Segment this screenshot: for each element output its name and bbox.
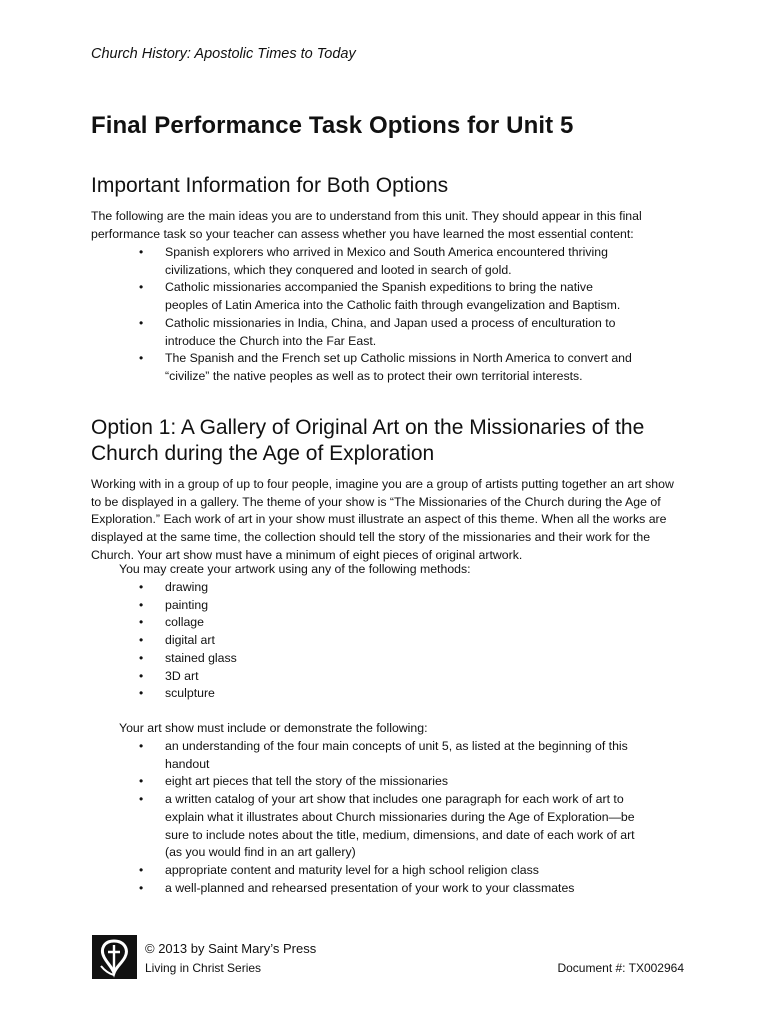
list-item <box>139 862 649 880</box>
saint-marys-press-logo-icon <box>92 935 137 979</box>
list-item-text: The Spanish and the French set up Catholic missions in North America to convert and “civilize” the native peoples as well as to protect their own territorial interests. <box>165 351 632 383</box>
option-intro: Working with in a group of up to four people, imagine you are a group of artists putting together an art show to be displayed in a gallery. The theme of your show is “The Missionaries of the Church during the Age of Exploration.” Each work of art in your show must illustrate an aspect of this theme. When all the works are displayed at the same time, the collection should tell the story of the missionaries and their work for the Church. Your art show must have a minimum of eight pieces of original artwork. <box>91 477 674 562</box>
bullet-icon: • <box>139 650 144 665</box>
footer-document-number: Document #: TX002964 <box>557 961 684 975</box>
list-item <box>139 632 539 650</box>
bullet-icon: • <box>139 686 144 701</box>
bullet-icon: • <box>139 739 144 753</box>
list-item-text: drawing <box>165 580 209 594</box>
list-item <box>139 244 639 279</box>
list-item-text: Catholic missionaries in India, China, and Japan used a process of enculturation to introduce the Church into the Far East. <box>165 315 616 348</box>
requirements-label: Your art show must include or demonstrate the following: <box>119 721 428 735</box>
list-item-text: sculpture <box>165 686 215 701</box>
section-heading-important: Important Information for Both Options <box>91 174 449 197</box>
bullet-icon: • <box>139 615 144 630</box>
list-item-text: Spanish explorers who arrived in Mexico and South America encountered thriving civilizations, which they conquered and looted in search of gold. <box>165 245 608 277</box>
list-item-text: painting <box>165 597 209 612</box>
list-item <box>139 773 649 791</box>
list-item <box>139 738 649 773</box>
list-item <box>139 350 639 385</box>
bullet-icon: • <box>139 245 144 259</box>
bullet-icon: • <box>139 315 144 330</box>
methods-list <box>139 579 539 703</box>
list-item-text: a well-planned and rehearsed presentation of your work to your classmates <box>165 880 575 895</box>
section-intro: The following are the main ideas you are to understand from this unit. They should appear in this final performance task so your teacher can assess whether you have learned the most essential content: <box>91 209 642 241</box>
list-item <box>139 279 639 314</box>
list-item <box>139 880 649 898</box>
bullet-icon: • <box>139 280 144 295</box>
footer-copyright: © 2013 by Saint Mary’s Press <box>145 941 317 956</box>
bullet-icon: • <box>139 792 144 807</box>
list-item-text: eight art pieces that tell the story of the missionaries <box>165 774 448 789</box>
requirements-list <box>139 738 649 897</box>
bullet-icon: • <box>139 580 144 594</box>
list-item-text: collage <box>165 615 204 630</box>
bullet-icon: • <box>139 880 144 895</box>
list-item-text: digital art <box>165 633 215 648</box>
footer-series: Living in Christ Series <box>145 961 262 975</box>
list-item-text: stained glass <box>165 650 237 665</box>
list-item <box>139 614 539 632</box>
bullet-icon: • <box>139 633 144 648</box>
list-item <box>139 650 539 668</box>
list-item-text: an understanding of the four main concepts of unit 5, as listed at the beginning of this handout <box>165 739 628 771</box>
bullet-icon: • <box>139 862 144 877</box>
list-item-text: appropriate content and maturity level for a high school religion class <box>165 862 539 877</box>
methods-label: You may create your artwork using any of the following methods: <box>119 562 471 576</box>
list-item-text: Catholic missionaries accompanied the Spanish expeditions to bring the native peoples of Latin America into the Catholic faith through evangelization and Baptism. <box>165 280 621 313</box>
page-title: Final Performance Task Options for Unit 5 <box>91 112 574 139</box>
bullet-icon: • <box>139 668 144 683</box>
logo-graphic <box>92 935 137 979</box>
list-item <box>139 685 539 703</box>
list-item <box>139 579 539 597</box>
list-item-text: a written catalog of your art show that includes one paragraph for each work of art to explain what it illustrates about Church missionaries during the Age of Exploration—be sure to include notes about the title, medium, dimensions, and date of each work of art (as you would find in an art gallery) <box>165 792 635 860</box>
section-heading-option-1: Option 1: A Gallery of Original Art on the Missionaries of the Church during the Age of Exploration <box>91 416 645 465</box>
list-item <box>139 315 639 350</box>
bullet-icon: • <box>139 351 144 366</box>
list-item <box>139 668 539 686</box>
course-title: Church History: Apostolic Times to Today <box>91 46 356 62</box>
main-ideas-list <box>139 244 639 386</box>
bullet-icon: • <box>139 774 144 789</box>
list-item <box>139 597 539 615</box>
bullet-icon: • <box>139 597 144 612</box>
list-item-text: 3D art <box>165 668 199 683</box>
list-item <box>139 791 649 862</box>
